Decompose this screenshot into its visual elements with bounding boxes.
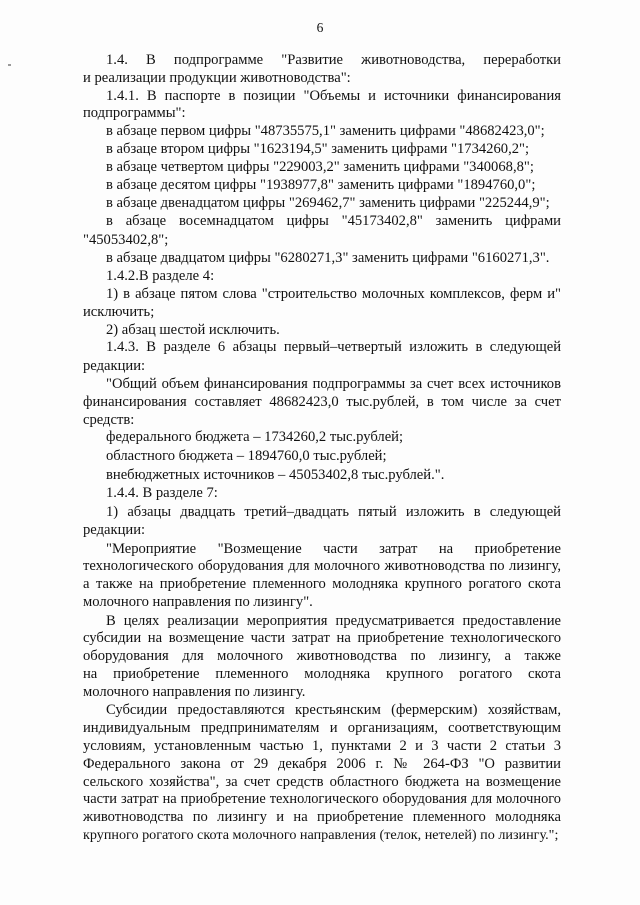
text-line: индивидуальным предпринимателям и организациям, соответствующим (83, 720, 561, 737)
text-line: молочного направления по лизингу". (83, 593, 313, 610)
text-line: а также на приобретение племенного молодняка крупного рогатого скота (83, 576, 561, 593)
scan-margin-mark (8, 64, 11, 66)
text-line: 1.4.4. В разделе 7: (106, 485, 218, 502)
text-line: и реализации продукции животноводства": (83, 69, 351, 86)
text-line: 2) абзац шестой исключить. (106, 321, 280, 338)
document-body (83, 52, 561, 845)
text-line: 1) абзацы двадцать третий–двадцать пятый изложить в следующей (106, 504, 561, 521)
text-line: оборудования для молочного животноводства по лизингу, а также (83, 648, 561, 665)
text-line: части затрат на приобретение технологического оборудования для молочного (83, 791, 561, 808)
text-line: "45053402,8"; (83, 231, 169, 248)
text-line: крупного рогатого скота молочного направления (телок, нетелей) по лизингу."; (83, 827, 559, 844)
text-line: в абзаце четвертом цифры "229003,2" заменить цифрами "340068,8"; (106, 158, 534, 175)
text-line: средств: (83, 411, 135, 428)
text-line: федерального бюджета – 1734260,2 тыс.рублей; (106, 429, 404, 446)
text-line: технологического оборудования для молочного животноводства по лизингу, (83, 558, 561, 575)
text-line: условиям, установленным частью 1, пунктами 2 и 3 части 2 статьи 3 (83, 738, 561, 755)
text-line: 1.4. В подпрограмме "Развитие животноводства, переработки (106, 52, 561, 68)
text-line: Федерального закона от 29 декабря 2006 г. № 264-ФЗ "О развитии (83, 755, 561, 772)
text-line: "Мероприятие "Возмещение части затрат на приобретение (106, 540, 561, 557)
text-line: "Общий объем финансирования подпрограммы за счет всех источников (106, 375, 561, 392)
text-line: редакции: (83, 521, 146, 538)
text-line: В целях реализации мероприятия предусматривается предоставление (106, 612, 561, 629)
text-line: на приобретение племенного молодняка крупного рогатого скота (83, 666, 561, 682)
text-line: в абзаце десятом цифры "1938977,8" заменить цифрами "1894760,0"; (106, 177, 536, 194)
page-number: 6 (316, 20, 324, 35)
text-line: исключить; (83, 303, 155, 320)
text-line: финансирования составляет 48682423,0 тыс.рублей, в том числе за счет (83, 393, 561, 410)
text-line: внебюджетных источников – 45053402,8 тыс.рублей.". (106, 466, 445, 483)
text-line: 1.4.2.В разделе 4: (106, 268, 215, 285)
text-line: 1.4.3. В разделе 6 абзацы первый–четвертый изложить в следующей (106, 339, 561, 356)
text-line: в абзаце двадцатом цифры "6280271,3" заменить цифрами "6160271,3". (106, 250, 550, 267)
text-line: 1.4.1. В паспорте в позиции "Объемы и источники финансирования (106, 87, 561, 104)
text-line: в абзаце восемнадцатом цифры "45173402,8" заменить цифрами (106, 213, 561, 230)
text-line: редакции: (83, 358, 146, 375)
text-line: в абзаце втором цифры "1623194,5" заменить цифрами "1734260,2"; (106, 140, 530, 157)
text-line: субсидии на возмещение части затрат на приобретение технологического (83, 630, 561, 647)
text-line: подпрограммы": (83, 105, 186, 122)
text-line: животноводства по лизингу и на приобретение племенного молодняка (83, 809, 561, 826)
text-line: молочного направления по лизингу. (83, 683, 306, 700)
text-line: в абзаце первом цифры "48735575,1" заменить цифрами "48682423,0"; (106, 123, 545, 140)
text-line: Субсидии предоставляются крестьянским (фермерским) хозяйствам, (106, 702, 561, 719)
text-line: в абзаце двенадцатом цифры "269462,7" заменить цифрами "225244,9"; (106, 195, 550, 212)
text-line: областного бюджета – 1894760,0 тыс.рублей; (106, 447, 387, 464)
text-line: 1) в абзаце пятом слова "строительство молочных комплексов, ферм и" (106, 286, 561, 303)
text-line: сельского хозяйства", за счет средств областного бюджета на возмещение (83, 773, 561, 790)
